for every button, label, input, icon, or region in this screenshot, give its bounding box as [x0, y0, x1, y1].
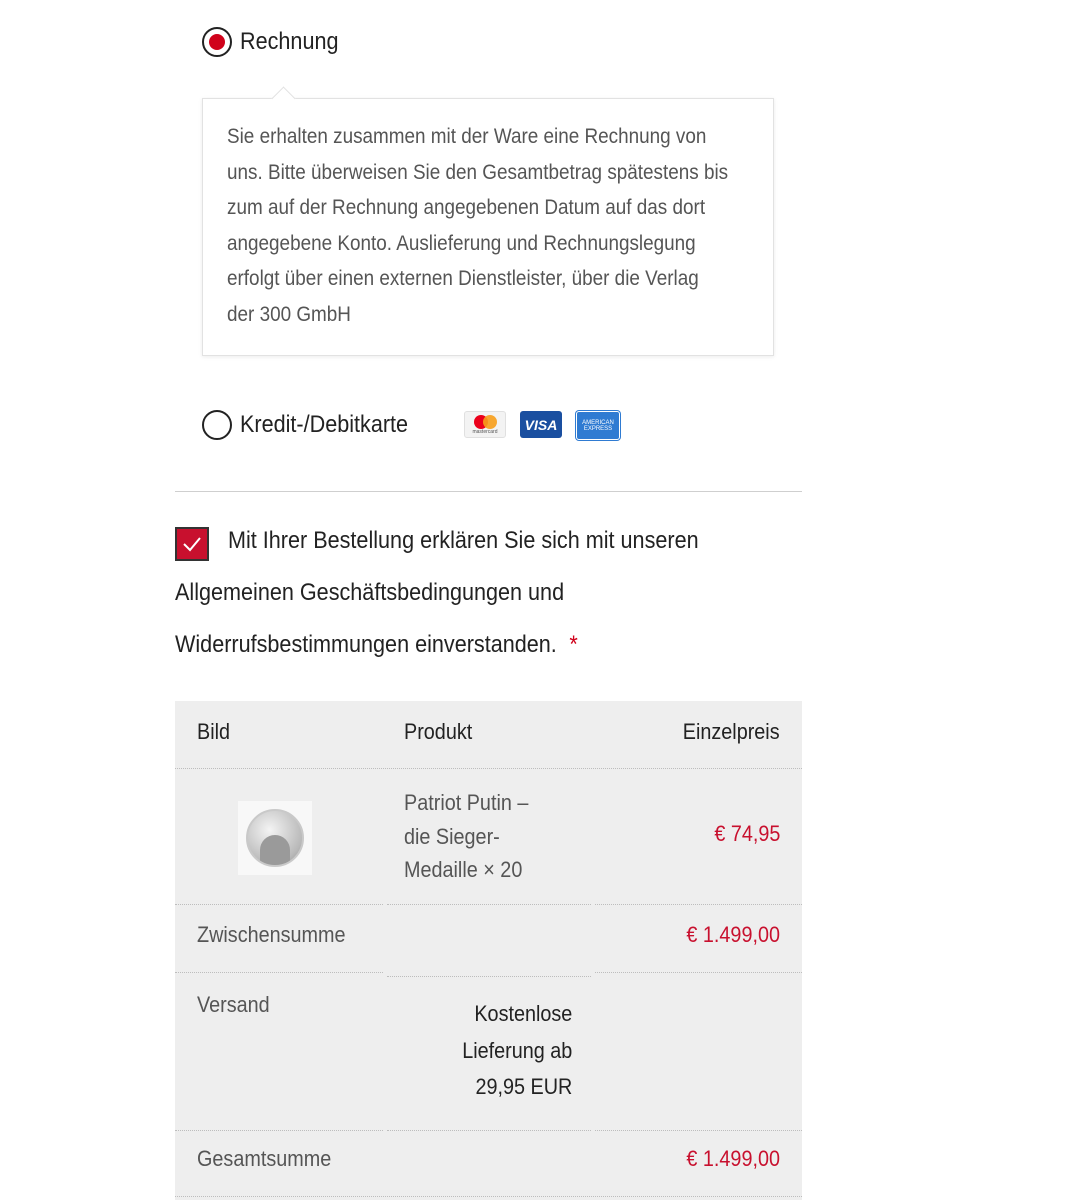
row-divider [175, 972, 383, 973]
product-thumbnail[interactable] [238, 801, 312, 875]
total-value: € 1.499,00 [686, 1146, 780, 1171]
rechnung-radio[interactable] [202, 27, 232, 57]
rechnung-info-box [202, 98, 774, 356]
subtotal-label: Zwischensumme [197, 922, 346, 947]
rechnung-info-text [227, 119, 731, 332]
row-divider [387, 904, 591, 905]
mastercard-icon: mastercard [464, 411, 506, 438]
row-divider [595, 904, 802, 905]
total-label: Gesamtsumme [197, 1146, 332, 1171]
info-line: uns. Bitte überweisen Sie den Gesamtbetrag spätestens bis [227, 160, 729, 184]
header-image: Bild [197, 719, 231, 744]
row-divider [175, 904, 383, 905]
terms-text-line1: Mit Ihrer Bestellung erklären Sie sich mit unseren [228, 527, 699, 554]
info-line: angegebene Konto. Auslieferung und Rechnungslegung [227, 231, 696, 255]
card-radio[interactable] [202, 410, 232, 440]
terms-text-line3 [175, 631, 578, 659]
row-divider [595, 972, 802, 973]
shipping-label: Versand [197, 992, 270, 1017]
payment-option-card[interactable] [202, 410, 427, 440]
payment-option-rechnung[interactable] [202, 27, 349, 57]
rechnung-label: Rechnung [240, 28, 339, 55]
header-product: Produkt [404, 719, 473, 744]
visa-icon: VISA [520, 411, 562, 438]
item-price: € 74,95 [713, 821, 780, 846]
card-label: Kredit-/Debitkarte [240, 411, 409, 438]
terms-text-line2: Allgemeinen Geschäftsbedingungen und [175, 579, 565, 606]
product-name[interactable]: Patriot Putin – die Sieger- Medaille × 20 [404, 790, 529, 882]
row-divider [387, 1130, 591, 1131]
card-logos [464, 411, 634, 440]
medal-image [246, 809, 304, 867]
row-divider [175, 1130, 383, 1131]
row-divider [175, 1196, 802, 1197]
order-summary-table [175, 701, 802, 1200]
row-divider [387, 976, 591, 977]
terms-text-line3-label: Widerrufsbestimmungen einverstanden. [175, 631, 557, 658]
terms-checkbox[interactable] [175, 527, 209, 561]
info-line: Sie erhalten zusammen mit der Ware eine Rechnung von [227, 125, 707, 148]
info-line: erfolgt über einen externen Dienstleister, über die Verlag [227, 267, 699, 290]
row-divider [595, 1130, 802, 1131]
info-line: der 300 GmbH [227, 302, 351, 326]
shipping-info: Kostenlose Lieferung ab 29,95 EUR [461, 1001, 572, 1099]
required-mark: * [569, 631, 578, 658]
info-line: zum auf der Rechnung angegebenen Datum auf das dort [227, 196, 706, 219]
amex-icon: AMERICAN EXPRESS [576, 411, 620, 440]
header-unit-price: Einzelpreis [683, 719, 780, 744]
checkmark-icon [181, 535, 203, 553]
row-divider [175, 768, 802, 769]
subtotal-value: € 1.499,00 [686, 922, 780, 947]
section-divider [175, 491, 802, 492]
radio-selected-dot [209, 34, 225, 50]
